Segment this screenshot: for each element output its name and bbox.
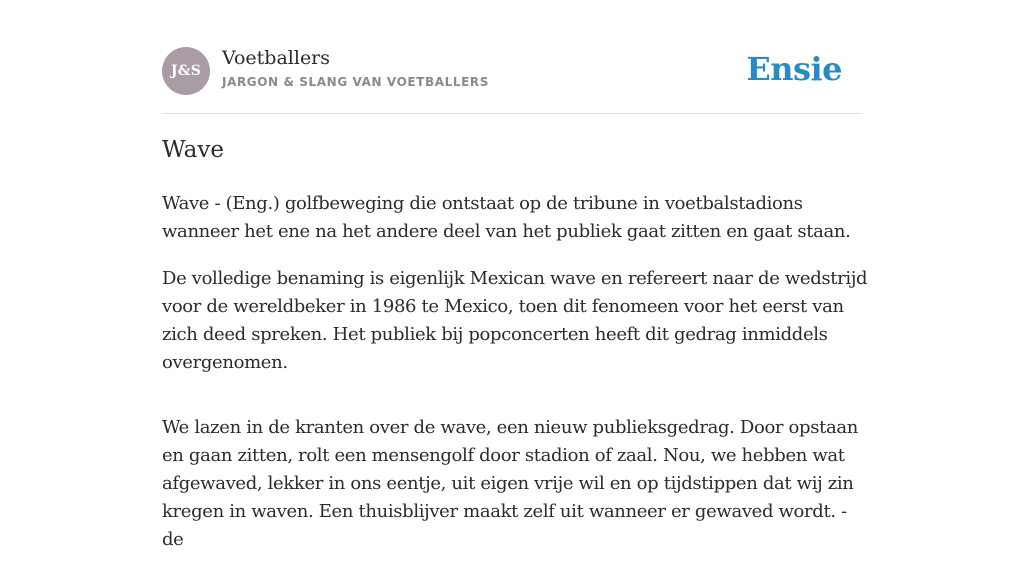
entry-content — [162, 190, 868, 573]
source-header — [162, 47, 862, 95]
entry-definition-paragraph: Wave - (Eng.) golfbeweging die ontstaat op de tribune in voetbalstadions wanneer het ene na het andere deel van het publiek gaat zitten en gaat staan. — [162, 193, 851, 242]
entry-title: Wave — [162, 137, 224, 163]
source-title[interactable]: Voetballers — [222, 47, 331, 69]
source-avatar[interactable]: J&S — [162, 47, 210, 95]
ensie-logo-link[interactable]: Ensie — [746, 50, 842, 88]
entry-quote-paragraph: We lazen in de kranten over de wave, een nieuw publieksgedrag. Door opstaan en gaan zitten, rolt een mensengolf door stadion of zaal. Nou, we hebben wat afgewaved, lekker in ons eentje, uit eigen vrije wil en op tijdstippen dat wij zin kregen in waven. Een thuisblijver maakt zelf uit wanneer er gewaved wordt. - de — [162, 417, 858, 550]
header-divider — [162, 113, 862, 114]
entry-explanation-paragraph: De volledige benaming is eigenlijk Mexican wave en refereert naar de wedstrijd voor de wereldbeker in 1986 te Mexico, toen dit fenomeen voor het eerst van zich deed spreken. Het publiek bij popconcerten heeft dit gedrag inmiddels overgenomen. — [162, 268, 868, 373]
source-subtitle: JARGON & SLANG VAN VOETBALLERS — [222, 75, 489, 89]
